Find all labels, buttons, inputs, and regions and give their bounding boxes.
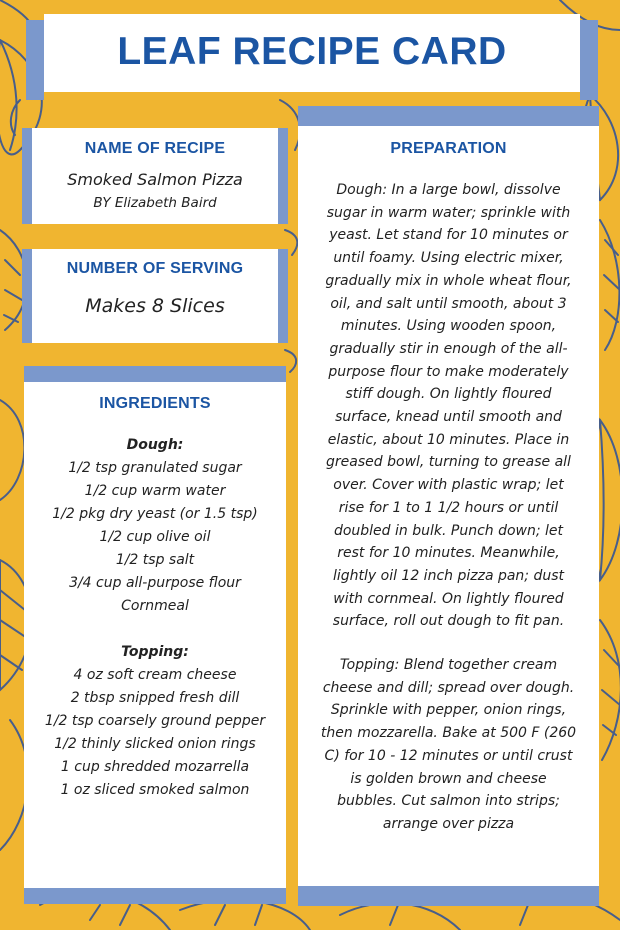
- ingredients-topping-label: Topping:: [121, 644, 189, 660]
- preparation-topping-text: Blend together cream cheese and dill; spread over dough. Sprinkle with pepper, onion rings, then mozzarella. Bake at 500 F (260 C) for 10 - 12 minutes or until crust is golden brown and cheese bubbles. Cut salmon into strips; arrange over pizza: [320, 657, 577, 832]
- ingredient-item: 1/2 cup olive oil: [99, 529, 211, 545]
- preparation-topping-paragraph: [320, 654, 577, 836]
- preparation-topping-label: Topping:: [339, 657, 400, 673]
- ingredients-stripe-bottom: [24, 888, 286, 904]
- serving-card: [30, 249, 280, 343]
- ingredients-heading: INGREDIENTS: [99, 395, 211, 412]
- ingredients-dough-label: Dough:: [126, 437, 184, 453]
- ingredient-item: 1/2 thinly slicked onion rings: [54, 736, 256, 752]
- recipe-name-card: [30, 128, 280, 224]
- preparation-card: [298, 106, 599, 906]
- ingredient-item: 4 oz soft cream cheese: [73, 667, 237, 683]
- ingredient-item: 3/4 cup all-purpose flour: [69, 575, 241, 591]
- preparation-heading: PREPARATION: [390, 140, 507, 157]
- recipe-name: Smoked Salmon Pizza: [67, 170, 243, 189]
- recipe-name-heading: NAME OF RECIPE: [84, 140, 226, 157]
- preparation-stripe-bottom: [298, 886, 599, 906]
- ingredients-stripe-top: [24, 366, 286, 382]
- ingredient-item: 1/2 tsp granulated sugar: [68, 460, 242, 476]
- preparation-dough-paragraph: [320, 179, 577, 633]
- ingredient-item: 1/2 pkg dry yeast (or 1.5 tsp): [52, 506, 258, 522]
- ingredient-item: 1/2 cup warm water: [84, 483, 226, 499]
- serving-heading: NUMBER OF SERVING: [66, 260, 244, 277]
- preparation-stripe-top: [298, 106, 599, 126]
- ingredient-item: 1/2 tsp coarsely ground pepper: [44, 713, 266, 729]
- ingredient-item: 1/2 tsp salt: [115, 552, 195, 568]
- ingredient-item: 1 cup shredded mozarrella: [60, 759, 250, 775]
- ingredient-item: Cornmeal: [121, 598, 189, 614]
- title-stripe-left: [26, 20, 44, 100]
- title-card: [44, 14, 580, 92]
- ingredients-card: [24, 366, 286, 904]
- ingredient-item: 1 oz sliced smoked salmon: [60, 782, 250, 798]
- page-title: LEAF RECIPE CARD: [117, 30, 507, 73]
- serving-value: Makes 8 Slices: [85, 295, 225, 317]
- ingredient-item: 2 tbsp snipped fresh dill: [70, 690, 240, 706]
- preparation-dough-label: Dough:: [336, 182, 388, 198]
- recipe-author: BY Elizabeth Baird: [93, 195, 217, 211]
- preparation-dough-text: In a large bowl, dissolve sugar in warm water; sprinkle with yeast. Let stand for 10 minutes or until foamy. Using electric mixer, gradually mix in whole wheat flour, oil, and salt until smooth, about 3 minutes. Using wooden spoon, gradually stir in enough of the all-purpose flour to make moderately stiff dough. On lightly floured surface, knead until smooth and elastic, about 10 minutes. Place in greased bowl, turning to grease all over. Cover with plastic wrap; let rise for 1 to 1 1/2 hours or until doubled in bulk. Punch down; let rest for 10 minutes. Meanwhile, lightly oil 12 inch pizza pan; dust with cornmeal. On lightly floured surface, roll out dough to fit pan.: [325, 182, 572, 630]
- title-stripe-right: [580, 20, 598, 100]
